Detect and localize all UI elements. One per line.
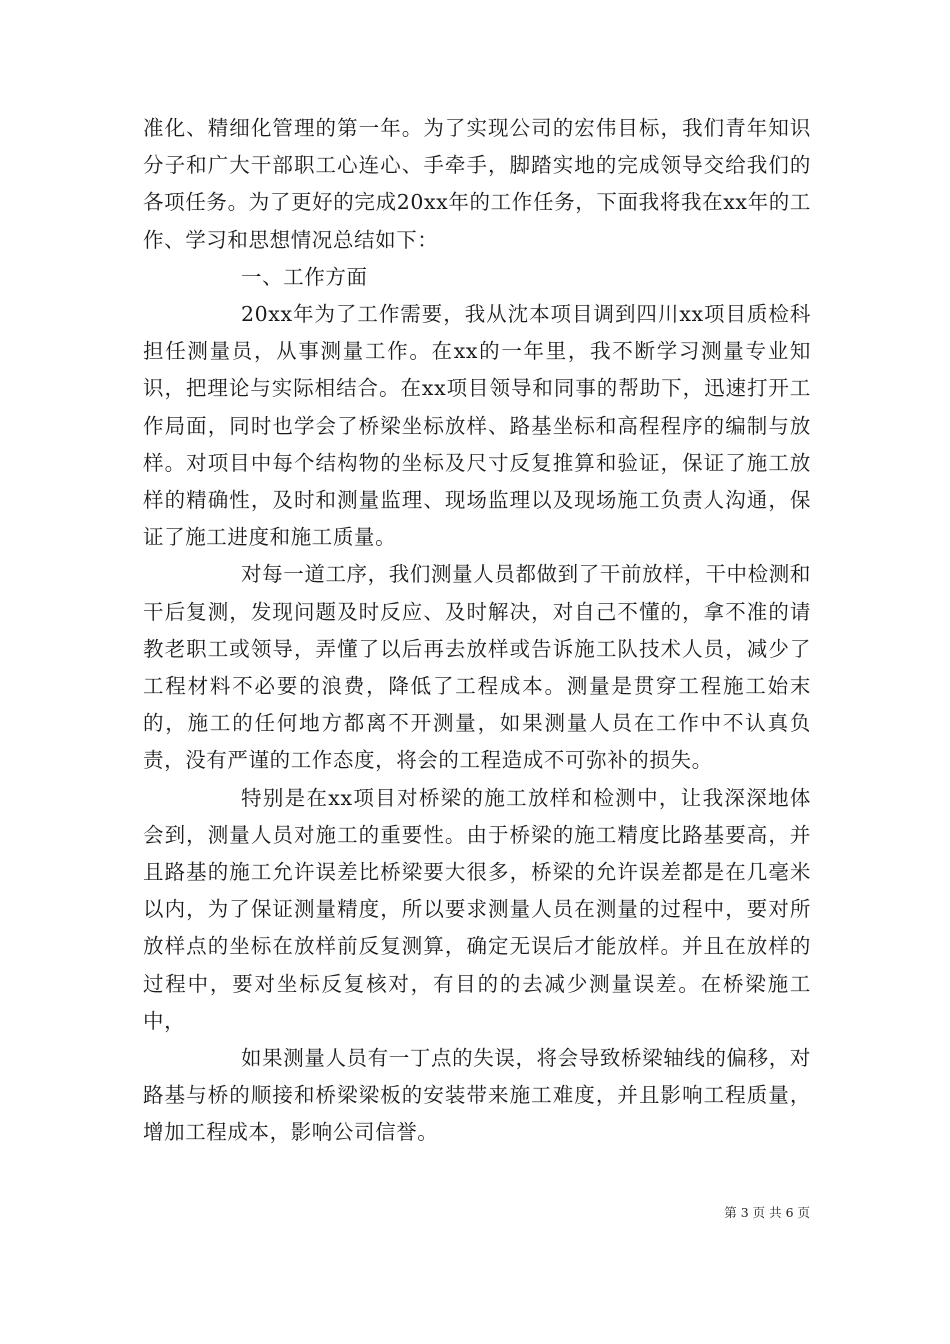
section-heading: 一、工作方面 [241,264,368,289]
paragraph-continuation: 准化、精细化管理的第一年。为了实现公司的宏伟目标，我们青年知识分子和广大干部职工心连心、手牵手，脚踏实地的完成领导交给我们的各项任务。为了更好的完成20xx年的工作任务，下面我将我在xx年的工作、学习和思想情况总结如下： [143,116,811,252]
page-number-footer: 第 3 页 共 6 页 [724,1205,810,1220]
document-body [143,110,811,1152]
paragraph: 对每一道工序，我们测量人员都做到了干前放样，干中检测和干后复测，发现问题及时反应、及时解决，对自己不懂的，拿不准的请教老职工或领导，弄懂了以后再去放样或告诉施工队技术人员，减少了工程材料不必要的浪费，降低了工程成本。测量是贯穿工程施工始末的，施工的任何地方都离不开测量，如果测量人员在工作中不认真负责，没有严谨的工作态度，将会的工程造成不可弥补的损失。 [143,562,811,773]
paragraph: 20xx年为了工作需要，我从沈本项目调到四川xx项目质检科担任测量员，从事测量工作。在xx的一年里，我不断学习测量专业知识，把理论与实际相结合。在xx项目领导和同事的帮助下，迅速打开工作局面，同时也学会了桥梁坐标放样、路基坐标和高程程序的编制与放样。对项目中每个结构物的坐标及尺寸反复推算和验证，保证了施工放样的精确性，及时和测量监理、现场监理以及现场施工负责人沟通，保证了施工进度和施工质量。 [143,302,811,550]
paragraph: 如果测量人员有一丁点的失误，将会导致桥梁轴线的偏移，对路基与桥的顺接和桥梁梁板的安装带来施工难度，并且影响工程质量，增加工程成本，影响公司信誉。 [143,1046,811,1145]
paragraph: 特别是在xx项目对桥梁的施工放样和检测中，让我深深地体会到，测量人员对施工的重要性。由于桥梁的施工精度比路基要高，并且路基的施工允许误差比桥梁要大很多，桥梁的允许误差都是在几毫米以内，为了保证测量精度，所以要求测量人员在测量的过程中，要对所放样点的坐标在放样前反复测算，确定无误后才能放样。并且在放样的过程中，要对坐标反复核对，有目的的去减少测量误差。在桥梁施工中， [143,785,811,1033]
